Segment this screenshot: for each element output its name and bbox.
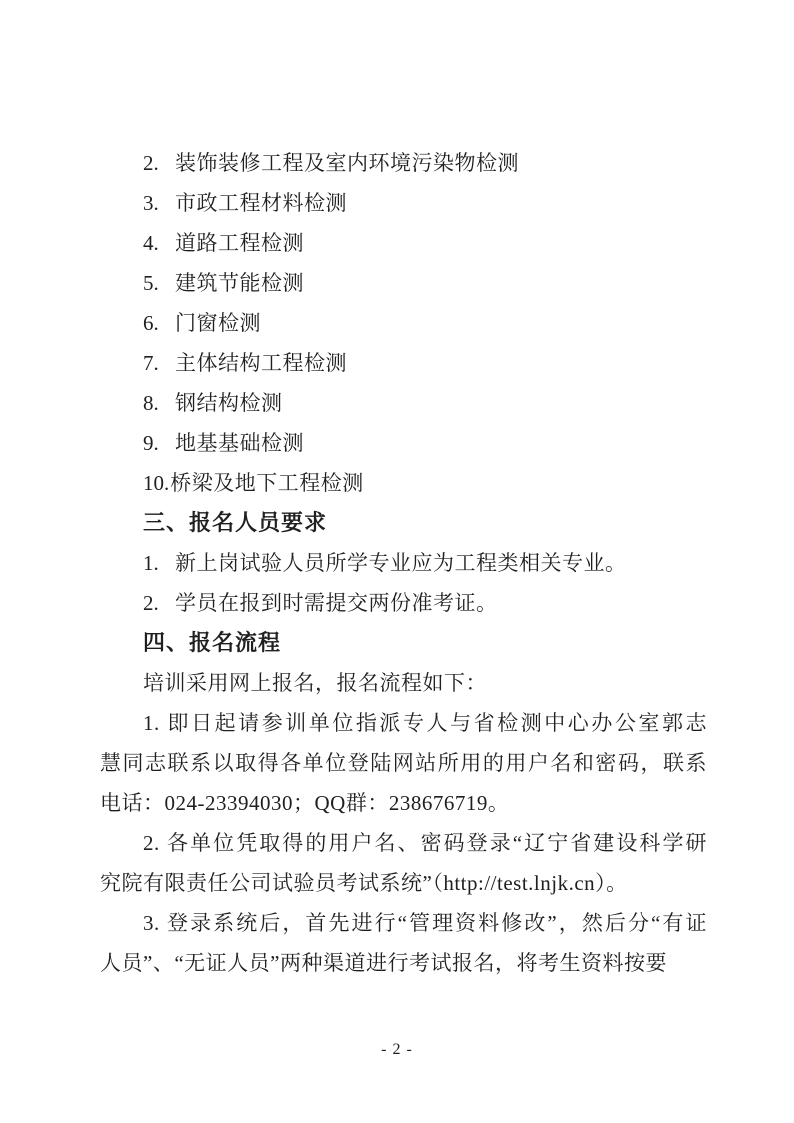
list-item-text: 钢结构检测	[175, 391, 283, 415]
section-heading: 四、报名流程	[143, 630, 282, 655]
list-item-text: 桥梁及地下工程检测	[170, 471, 364, 495]
document-body	[100, 143, 707, 983]
paragraph-line: 3. 登录系统后，首先进行“管理资料修改”，然后分“有证	[143, 911, 707, 935]
list-number: 9.	[143, 431, 159, 455]
list-item-text: 装饰装修工程及室内环境污染物检测	[175, 151, 519, 175]
list-number: 7.	[143, 351, 159, 375]
list-item-text: 门窗检测	[175, 311, 261, 335]
page-number: - 2 -	[381, 1041, 413, 1058]
list-item-text: 地基基础检测	[175, 431, 304, 455]
list-number: 5.	[143, 271, 159, 295]
list-number: 1.	[143, 551, 159, 575]
list-item	[100, 543, 707, 583]
list-item	[100, 423, 707, 463]
list-item	[100, 343, 707, 383]
list-item	[100, 303, 707, 343]
list-number: 3.	[143, 191, 159, 215]
list-item	[100, 183, 707, 223]
paragraph-line: 究院有限责任公司试验员考试系统”（http://test.lnjk.cn）。	[100, 871, 628, 895]
paragraph-line: 培训采用网上报名，报名流程如下：	[143, 671, 487, 695]
paragraph-line: 2. 各单位凭取得的用户名、密码登录“辽宁省建设科学研	[143, 831, 707, 855]
paragraph-line: 慧同志联系以取得各单位登陆网站所用的用户名和密码，联系	[100, 751, 707, 775]
paragraph-line: 1. 即日起请参训单位指派专人与省检测中心办公室郭志	[143, 711, 707, 735]
list-item-text: 建筑节能检测	[175, 271, 304, 295]
section-heading: 三、报名人员要求	[143, 510, 328, 535]
list-item	[100, 263, 707, 303]
list-number: 2.	[143, 591, 159, 615]
list-item-text: 新上岗试验人员所学专业应为工程类相关专业。	[175, 551, 627, 575]
list-item	[100, 143, 707, 183]
list-number: 2.	[143, 151, 159, 175]
list-item	[100, 223, 707, 263]
paragraph-line: 电话：024-23394030；QQ群：238676719。	[100, 791, 510, 815]
list-number: 10.	[143, 471, 170, 495]
list-number: 4.	[143, 231, 159, 255]
list-item	[100, 583, 707, 623]
list-item-text: 道路工程检测	[175, 231, 304, 255]
list-number: 8.	[143, 391, 159, 415]
list-item-text: 主体结构工程检测	[175, 351, 347, 375]
list-item	[100, 383, 707, 423]
list-item	[100, 463, 707, 503]
list-item-text: 学员在报到时需提交两份准考证。	[175, 591, 498, 615]
paragraph-line: 人员”、“无证人员”两种渠道进行考试报名，将考生资料按要	[100, 951, 667, 975]
list-item-text: 市政工程材料检测	[175, 191, 347, 215]
list-number: 6.	[143, 311, 159, 335]
